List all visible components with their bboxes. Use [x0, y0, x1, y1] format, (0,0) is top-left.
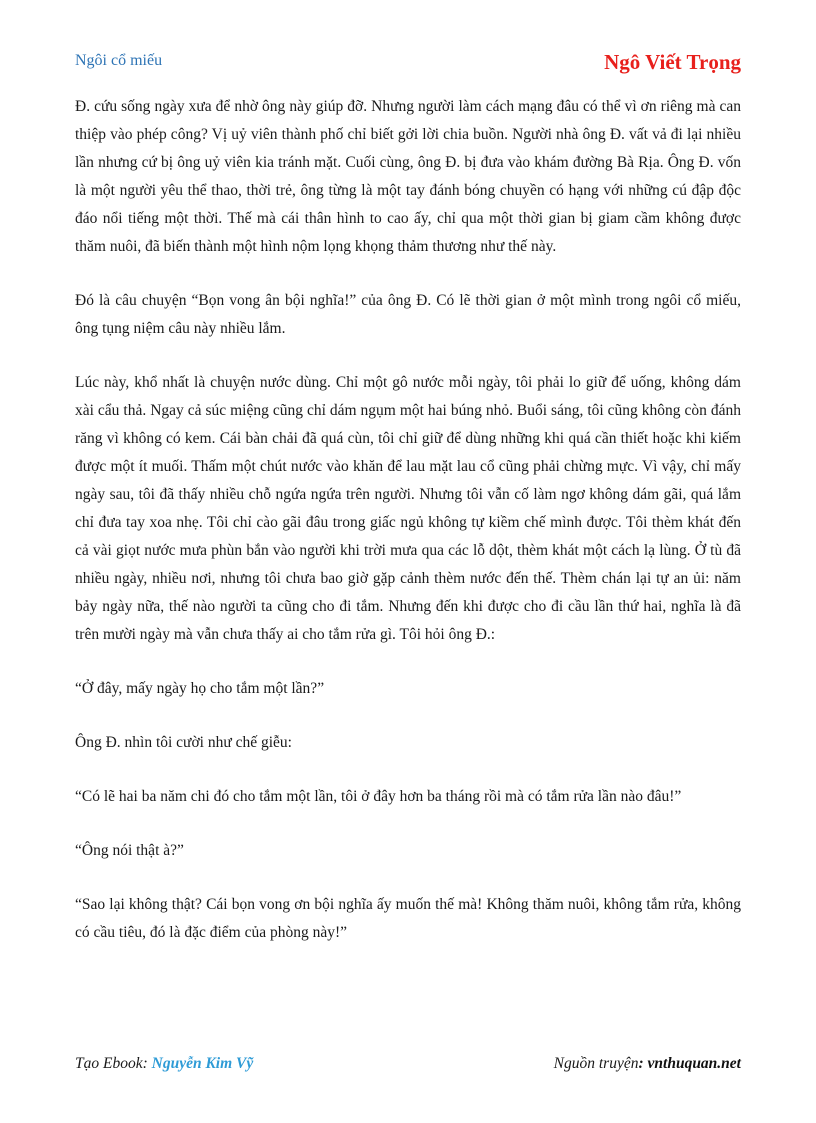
ebook-credit: Tạo Ebook: Nguyễn Kim Vỹ: [75, 1055, 254, 1072]
page-body: [75, 93, 741, 973]
page-header: [75, 50, 741, 76]
page-footer: [75, 1055, 741, 1077]
author-name: Ngô Viết Trọng: [604, 50, 741, 74]
source-credit: Nguồn truyện: vnthuquan.net: [553, 1055, 741, 1072]
paragraph: “Ông nói thật à?”: [75, 842, 184, 859]
ebook-label: Tạo Ebook: [75, 1055, 143, 1072]
paragraph: Ông Đ. nhìn tôi cười như chế giễu:: [75, 734, 292, 751]
paragraph: Đó là câu chuyện “Bọn vong ân bội nghĩa!” của ông Đ. Có lẽ thời gian ở một mình trong ngôi cổ miếu, ông tụng niệm câu này nhiều lắm.: [75, 292, 741, 337]
paragraph: “Có lẽ hai ba năm chi đó cho tắm một lần, tôi ở đây hơn ba tháng rồi mà có tắm rửa lần nào đâu!”: [75, 788, 682, 805]
paragraph: Đ. cứu sống ngày xưa để nhờ ông này giúp đỡ. Nhưng người làm cách mạng đâu có thể vì ơn riêng mà can thiệp vào phép công? Vị uỷ viên thành phố chỉ biết gởi lời chia buồn. Người nhà ông Đ. vất vả đi lại nhiều lần nhưng cứ bị ông uỷ viên kia tránh mặt. Cuối cùng, ông Đ. bị đưa vào khám đường Bà Rịa. Ông Đ. vốn là một người yêu thể thao, thời trẻ, ông từng là một tay đánh bóng chuyền có hạng với những cú đập độc đáo nổi tiếng một thời. Thế mà cái thân hình to cao ấy, chỉ qua một thời gian bị giam cầm không được thăm nuôi, đã biến thành một hình nộm lọng khọng thảm thương như thế này.: [75, 98, 741, 255]
paragraph: “Ở đây, mấy ngày họ cho tắm một lần?”: [75, 680, 325, 697]
source-label: Nguồn truyện: [553, 1055, 639, 1072]
paragraph: “Sao lại không thật? Cái bọn vong ơn bội nghĩa ấy muốn thế mà! Không thăm nuôi, không tắm rửa, không có cầu tiêu, đó là đặc điểm của phòng này!”: [75, 896, 741, 941]
book-title: Ngôi cổ miếu: [75, 52, 163, 69]
paragraph: Lúc này, khổ nhất là chuyện nước dùng. Chỉ một gô nước mỗi ngày, tôi phải lo giữ để uống, không dám xài cẩu thả. Ngay cả súc miệng cũng chỉ dám ngụm một hai búng nhỏ. Buổi sáng, tôi cũng không còn đánh răng vì không có kem. Cái bàn chải đã quá cùn, tôi chỉ giữ để dùng những khi quá cần thiết hoặc khi kiếm được một ít muối. Thấm một chút nước vào khăn để lau mặt lau cổ cũng phải chừng mực. Vì vậy, chỉ mấy ngày sau, tôi đã thấy nhiều chỗ ngứa ngứa trên người. Nhưng tôi vẫn cố làm ngơ không dám gãi, quá lắm chỉ đưa tay xoa nhẹ. Tôi chỉ cào gãi đâu trong giấc ngủ không tự kiềm chế mình được. Tôi thèm khát đến cả vài giọt nước mưa phùn bắn vào người khi trời mưa qua các lỗ dột, thèm khát một cách lạ lùng. Ở tù đã nhiều ngày, nhiều nơi, nhưng tôi chưa bao giờ gặp cảnh thèm nước đến thế. Thèm chán lại tự an ủi: năm bảy ngày nữa, thế nào người ta cũng cho đi tắm. Nhưng đến khi được cho đi cầu lần thứ hai, nghĩa là đã trên mười ngày mà vẫn chưa thấy ai cho tắm rửa gì. Tôi hỏi ông Đ.:: [75, 374, 741, 643]
ebook-author: Nguyễn Kim Vỹ: [151, 1055, 254, 1072]
source-site: vnthuquan.net: [647, 1055, 741, 1072]
